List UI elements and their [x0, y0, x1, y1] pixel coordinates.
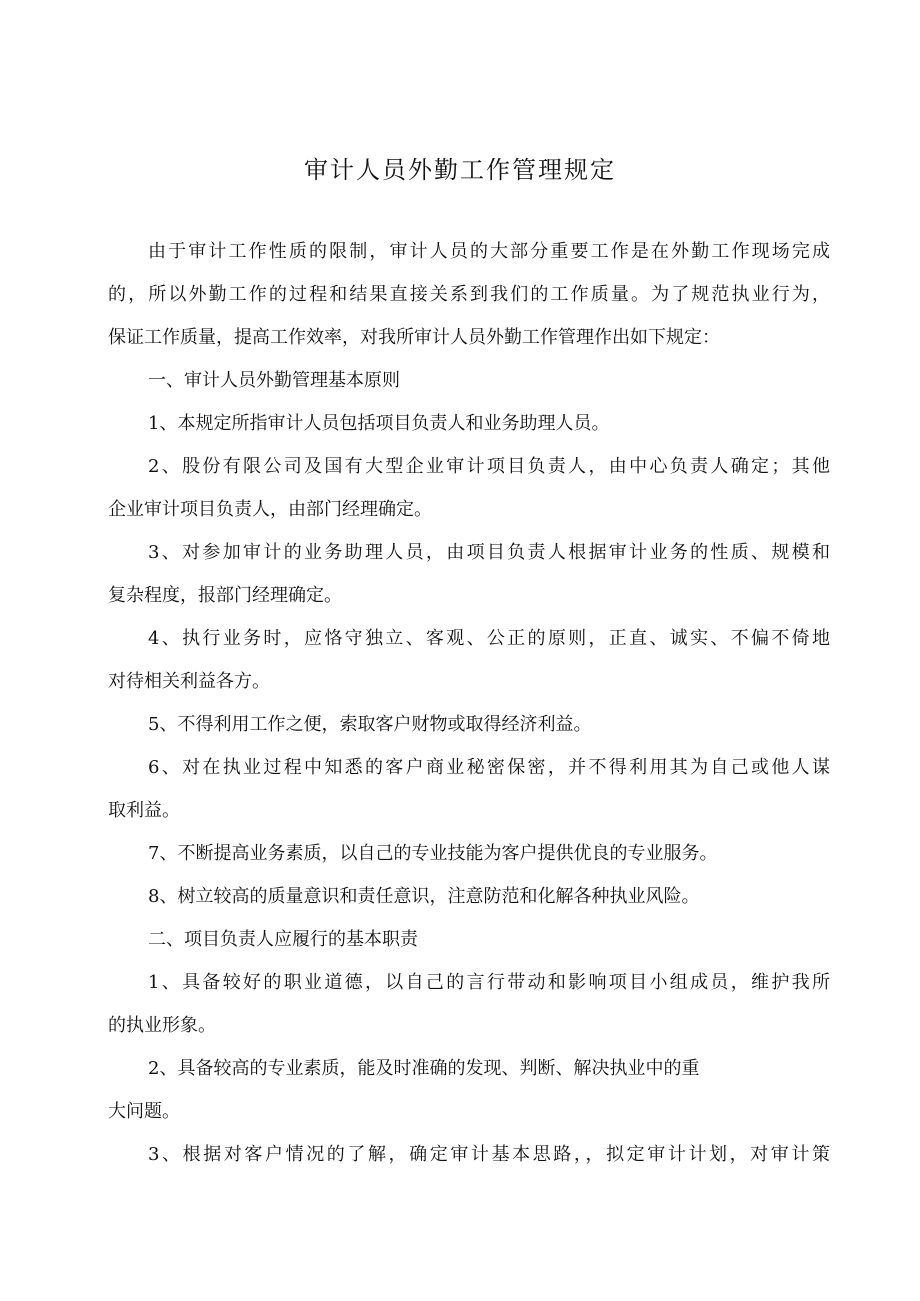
list-item: 3、对参加审计的业务助理人员，由项目负责人根据审计业务的性质、规模和 — [148, 542, 830, 563]
paragraph-line: 的，所以外勤工作的过程和结果直接关系到我们的工作质量。为了规范执业行为， — [108, 284, 830, 305]
list-item: 2、股份有限公司及国有大型企业审计项目负责人，由中心负责人确定；其他 — [148, 456, 830, 477]
list-item-continuation: 对待相关利益各方。 — [108, 671, 270, 692]
document-body — [108, 230, 830, 1176]
paragraph-line: 保证工作质量，提高工作效率，对我所审计人员外勤工作管理作出如下规定： — [108, 327, 720, 348]
document-title: 审计人员外勤工作管理规定 — [304, 156, 616, 184]
section-heading: 二、项目负责人应履行的基本职责 — [148, 929, 418, 950]
list-item-continuation: 复杂程度，报部门经理确定。 — [108, 585, 342, 606]
list-item: 4、执行业务时，应恪守独立、客观、公正的原则，正直、诚实、不偏不倚地 — [148, 628, 830, 649]
list-item-continuation: 取利益。 — [108, 800, 180, 821]
list-item: 5、不得利用工作之便，索取客户财物或取得经济利益。 — [148, 714, 592, 735]
list-item: 8、树立较高的质量意识和责任意识，注意防范和化解各种执业风险。 — [148, 886, 700, 907]
section-heading: 一、审计人员外勤管理基本原则 — [148, 370, 400, 391]
list-item: 2、具备较高的专业素质，能及时准确的发现、判断、解决执业中的重 — [148, 1058, 700, 1079]
list-item: 6、对在执业过程中知悉的客户商业秘密保密，并不得利用其为自己或他人谋 — [148, 757, 830, 778]
list-item-continuation: 的执业形象。 — [108, 1015, 216, 1036]
list-item: 1、具备较好的职业道德，以自己的言行带动和影响项目小组成员，维护我所 — [148, 972, 830, 993]
list-item: 1、本规定所指审计人员包括项目负责人和业务助理人员。 — [148, 413, 610, 434]
list-item-continuation: 企业审计项目负责人，由部门经理确定。 — [108, 499, 432, 520]
paragraph-line: 由于审计工作性质的限制，审计人员的大部分重要工作是在外勤工作现场完成 — [148, 241, 830, 262]
list-item: 3、根据对客户情况的了解，确定审计基本思路，，拟定审计计划，对审计策 — [148, 1144, 830, 1165]
list-item: 7、不断提高业务素质，以自己的专业技能为客户提供优良的专业服务。 — [148, 843, 718, 864]
list-item-continuation: 大问题。 — [108, 1101, 180, 1122]
